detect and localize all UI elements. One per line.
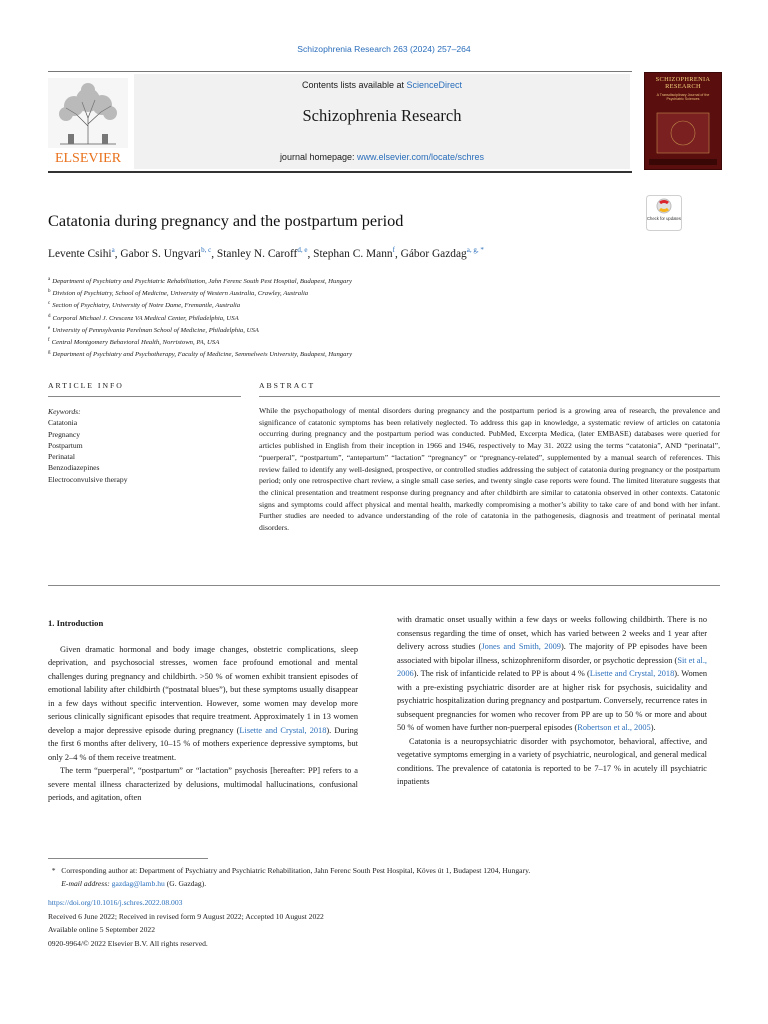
text-run: with dramatic onset usually within a few days or weeks following childbirth. There is no consensus regarding the time of onset, which has varied between 2 weeks and 1 year after delivery across studies ( (397, 615, 707, 652)
doi-link[interactable]: https://doi.org/10.1016/j.schres.2022.08.003 (48, 898, 183, 907)
affiliation-item (48, 336, 688, 348)
author-name[interactable]: Stanley N. Caroff (216, 248, 298, 260)
keyword-item: Electroconvulsive therapy (48, 474, 128, 484)
text-run: ). The majority of PP episodes have been associated with bipolar illness, schizophreniform disorder, or psychotic depression ( (397, 642, 708, 665)
email-suffix: (G. Gazdag). (164, 879, 207, 888)
header-bottom-rule (48, 171, 632, 173)
abstract-heading: ABSTRACT (259, 381, 316, 390)
author-affiliation-marker[interactable]: f (392, 246, 395, 254)
affiliation-text: Corporal Michael J. Crescenz VA Medical Center, Philadelphia, USA (52, 314, 239, 322)
affiliation-text: University of Pennsylvania Perelman School of Medicine, Philadelphia, USA (52, 326, 259, 334)
available-online: Available online 5 September 2022 (48, 925, 155, 935)
ref-lisette-crystal-2018-b[interactable]: Lisette and Crystal, 2018 (589, 669, 675, 679)
author-separator: , (394, 248, 401, 260)
author-affiliation-marker[interactable]: b, c (201, 246, 212, 254)
author-name[interactable]: Gábor Gazdag (400, 248, 467, 260)
email-line (48, 877, 720, 890)
author-affiliation-marker[interactable]: a (111, 246, 115, 254)
email-label: E-mail address: (61, 879, 110, 888)
received-dates: Received 6 June 2022; Received in revised form 9 August 2022; Accepted 10 August 2022 (48, 911, 324, 921)
affiliation-text: Department of Psychiatry and Psychiatric Rehabilitation, Jahn Ferenc South Pest Hospital, Budapest, Hungary (52, 278, 352, 285)
author-affiliation-marker[interactable]: a, g, * (466, 246, 484, 254)
homepage-prefix: journal homepage: (279, 152, 357, 162)
affiliation-key: d (48, 313, 51, 319)
sciencedirect-link[interactable]: ScienceDirect (406, 80, 463, 90)
header-top-rule (48, 71, 632, 72)
affiliation-key: a (48, 277, 51, 282)
author-list (48, 246, 484, 260)
footnote-rule (48, 858, 208, 859)
keyword-item: Catatonia (48, 418, 78, 428)
keywords-label: Keywords: (48, 407, 81, 416)
article-info-rule (48, 396, 241, 397)
intro-paragraph-3: Catatonia is a neuropsychiatric disorder with psychomotor, behavioral, affective, and vegetative symptoms emerging in a variety of psychiatric, neurological, and general medical conditions. The prevalence of catatonia is reported to be 7–17 % in acutely ill psychiatric inpatients (397, 736, 707, 787)
contents-prefix: Contents lists available at (301, 80, 407, 90)
journal-name: Schizophrenia Research (302, 106, 462, 125)
affiliation-item (48, 287, 688, 299)
keyword-item: Benzodiazepines (48, 463, 100, 473)
cover-artwork-icon (645, 73, 721, 169)
affiliation-text: Department of Psychiatry and Psychotherapy, Faculty of Medicine, Semmelweis University, Budapest, Hungary (52, 351, 353, 359)
check-for-updates-badge[interactable] (646, 195, 682, 231)
affiliation-item (48, 312, 688, 324)
ref-jones-smith-2009[interactable]: Jones and Smith, 2009 (481, 642, 561, 652)
intro-paragraph-2-continued (397, 613, 707, 735)
check-updates-label: Check for updates (647, 216, 681, 221)
abstract-text: While the psychopathology of mental disorders during pregnancy and the postpartum period is a growing area of research, the prevalence and significance of catatonic symptoms has been relatively neglected. To address this gap in knowledge, a systematic review of articles on catatonia occurring during pregnancy and the postpartum period was conducted. PubMed, Excerpta Medica, (later EMBASE) databases were queried for articles published in English from their inception in 1966 and 1946, respectively to May 31. 2022 using the terms “catatonia”, AND “perinatal”, “puerperal”, “postpartum”, “antepartum” “lactation” “pregnancy” or “pregnancy-related”, supplemented by a manual search of references. This review failed to identify any well-designed, prospective, or controlled studies addressing the subject of catatonia during pregnancy or the postpartum period; only one retrospective chart review, a single small case series, and twenty single case reports were found. The limited literature suggests that the clinical presentation and treatment response during pregnancy and after childbirth are similar to catatonia observed in other contexts. Catatonic signs and symptoms could affect physical and mental health, markedly compromising a mother’s ability to take care of and bond with her infant. Further studies are needed to advance understanding of the role of catatonia in the pathogenesis, diagnosis and treatment of perinatal mental disorders. (259, 406, 720, 533)
journal-cover[interactable] (644, 72, 722, 170)
intro-p1-end: ). During the first 6 months after delivery, 10–15 % of mothers experience depressive symptoms, but only 2–4 % of them receive treatment. (48, 725, 359, 762)
keywords-block (48, 406, 238, 485)
copyright-line: 0920-9964/© 2022 Elsevier B.V. All rights reserved. (48, 938, 208, 948)
intro-paragraph-1 (48, 643, 358, 765)
keyword-item: Perinatal (48, 452, 75, 462)
section-heading-introduction: 1. Introduction (48, 618, 104, 628)
elsevier-wordmark: ELSEVIER (54, 151, 122, 166)
body-column-right (397, 613, 707, 789)
article-title: Catatonia during pregnancy and the postpartum period (48, 211, 404, 230)
footnotes (48, 864, 720, 890)
author-separator: , (307, 248, 314, 260)
affiliation-key: f (48, 338, 50, 344)
affiliation-item (48, 348, 688, 360)
text-run: ). Women with a pre-existing psychiatric disorder are at higher risk for psychosis, suicidality and psychiatric hospitalization during pregnancy and postpartum. Conversely, recurrence rates in subsequent pregnancies for women who recover from PP are up to 50 % or more and about 50 % of women have further non-puerperal episodes ( (397, 669, 707, 733)
body-column-left (48, 617, 358, 805)
article-info-heading: ARTICLE INFO (48, 381, 124, 390)
affiliation-item (48, 324, 688, 336)
author-name[interactable]: Stephan C. Mann (313, 248, 393, 260)
keyword-item: Postpartum (48, 440, 83, 450)
abstract-rule (259, 396, 720, 397)
corresponding-mark: * (51, 866, 56, 875)
affiliation-key: e (48, 325, 51, 331)
author-separator: , (211, 248, 217, 260)
author-name[interactable]: Levente Csihi (48, 248, 112, 260)
keyword-item: Pregnancy (48, 429, 81, 439)
cover-title: SCHIZOPHRENIA RESEARCH (655, 76, 711, 90)
affiliation-item (48, 299, 688, 311)
affiliation-text: Section of Psychiatry, University of Notre Dame, Fremantle, Australia (52, 302, 241, 310)
intro-p1-text: Given dramatic hormonal and body image changes, obstetric complications, sleep deprivation, and psychosocial stresses, women face profound emotional and mental challenges during pregnancy and childbirth. >50 % of women exhibit transient episodes of emotional lability after childbirth (“postnatal blues”), but these symptoms usually disappear in a few days without specific intervention. However, some women may develop more serious clinically significant episodes that require treatment. Approximately 1 in 13 women develop a major depressive episode during pregnancy ( (48, 644, 358, 735)
elsevier-tree-icon (48, 78, 128, 166)
ref-sit-2006[interactable]: Sit et al., 2006 (397, 655, 707, 679)
author-affiliation-marker[interactable]: d, e (297, 246, 308, 254)
publication-info (48, 896, 720, 950)
affiliation-item (48, 275, 688, 287)
ref-lisette-crystal-2018[interactable]: Lisette and Crystal, 2018 (239, 725, 327, 735)
affiliation-list (48, 275, 688, 360)
text-run: ). (650, 723, 656, 733)
affiliation-text: Central Montgomery Behavioral Health, Norristown, PA, USA (51, 339, 220, 347)
affiliation-key: b (48, 289, 51, 295)
affiliation-key: c (48, 301, 51, 307)
homepage-line (134, 152, 630, 162)
journal-citation-link[interactable]: Schizophrenia Research 263 (2024) 257–264 (297, 44, 471, 54)
corresponding-text: Corresponding author at: Department of Psychiatry and Psychiatric Rehabilitation, Jahn Ferenc South Pest Hospital, Köves út 1, Budapest 1204, Hungary. (61, 866, 531, 875)
corresponding-author-note (48, 864, 720, 877)
email-link[interactable]: gazdag@lamb.hu (111, 879, 165, 888)
affiliation-key: g (48, 350, 51, 356)
affiliation-text: Division of Psychiatry, School of Medicine, University of Western Australia, Crawley, Australia (52, 290, 309, 298)
cover-subtitle: A Transdisciplinary Journal of the Psychiatric Sciences (656, 93, 710, 101)
check-for-updates-icon (646, 195, 682, 231)
journal-homepage-link[interactable]: www.elsevier.com/locate/schres (357, 152, 485, 162)
contents-line (134, 80, 630, 90)
text-run: ). The risk of infanticide related to PP is about 4 % ( (413, 669, 590, 679)
author-name[interactable]: Gabor S. Ungvari (120, 248, 202, 260)
author-separator: , (114, 248, 121, 260)
abstract-bottom-rule (48, 585, 720, 586)
elsevier-logo (48, 78, 128, 166)
keyword-list (48, 417, 238, 485)
intro-paragraph-2: The term “puerperal”, “postpartum” or “lactation” psychosis [hereafter: PP] refers to a severe mental illness characterized by delusions, multimodal hallucinations, confusional periods, and agitation, often (48, 766, 358, 803)
ref-robertson-2005[interactable]: Robertson et al., 2005 (577, 723, 651, 733)
